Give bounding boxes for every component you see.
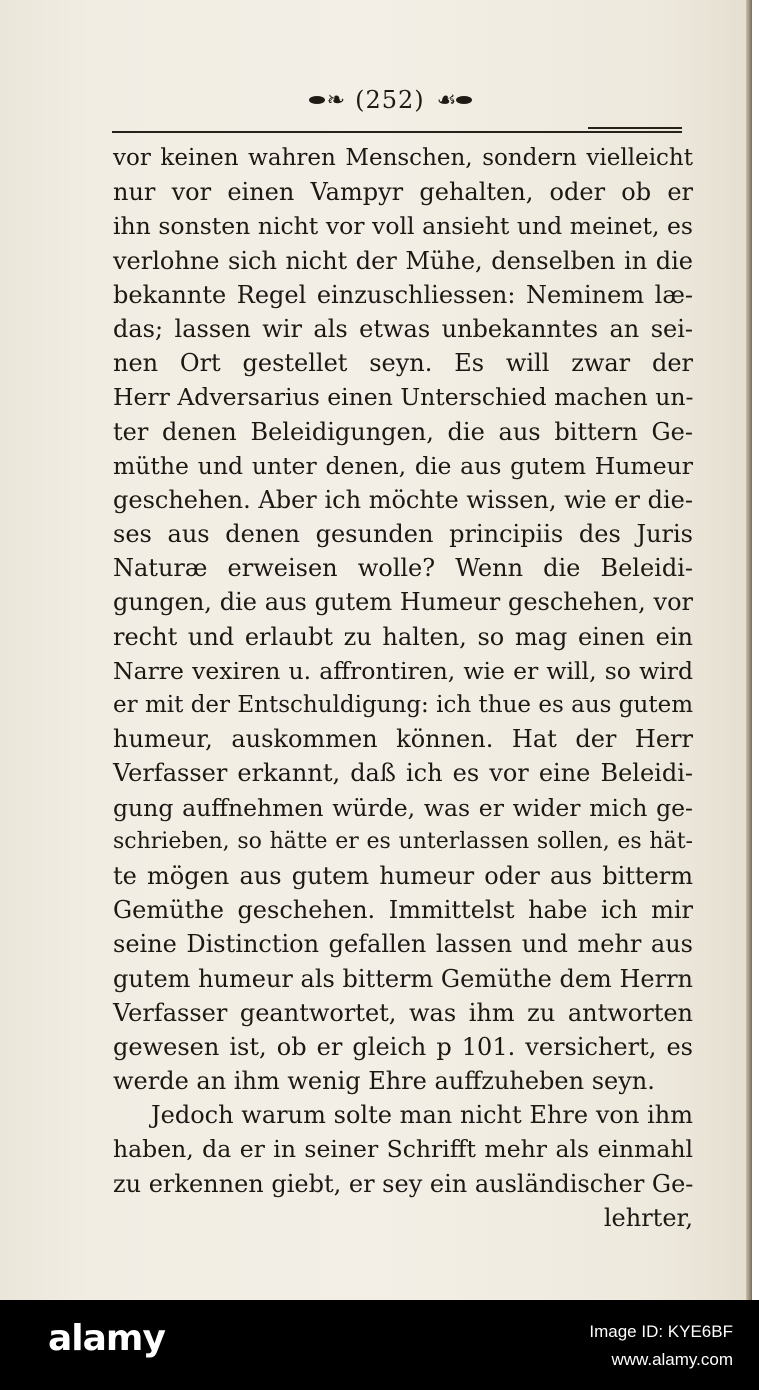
- catchword: lehrter,: [603, 1203, 693, 1232]
- watermark-footer: [0, 1300, 759, 1390]
- text-line: Jedoch warum solte man nicht Ehre von ihm: [151, 1101, 693, 1130]
- text-line: verlohne sich nicht der Mühe, denselben in die: [113, 246, 693, 275]
- page-edge: [746, 0, 752, 1300]
- image-id: Image ID: KYE6BF: [589, 1322, 733, 1341]
- text-line: gewesen ist, ob er gleich p 101. versichert, es: [113, 1032, 693, 1061]
- text-line: haben, da er in seiner Schrifft mehr als einmahl: [113, 1135, 693, 1164]
- body-text: [113, 141, 693, 1235]
- text-line: ses aus denen gesunden principiis des Juris: [113, 520, 693, 549]
- right-ornament-icon: ☙: [437, 88, 475, 113]
- text-line: vor keinen wahren Menschen, sondern vielleicht: [113, 145, 693, 171]
- text-line: recht und erlaubt zu halten, so mag einen ein: [113, 622, 693, 651]
- text-line: müthe und unter denen, die aus gutem Humeur: [113, 451, 693, 480]
- left-ornament-icon: ❧: [307, 88, 343, 113]
- page-header: [258, 82, 523, 118]
- text-line: Herr Adversarius einen Unterschied machen un-: [113, 383, 694, 412]
- text-line: gung auffnehmen würde, was er wider mich ge-: [113, 793, 693, 822]
- text-line: Gemüthe geschehen. Immittelst habe ich mir: [113, 896, 693, 925]
- alamy-logo: alamy: [48, 1318, 165, 1359]
- text-line: humeur, auskommen können. Hat der Herr: [113, 725, 693, 754]
- header-rule-accent: [588, 127, 682, 129]
- site-url: www.alamy.com: [611, 1350, 733, 1369]
- text-line: das; lassen wir als etwas unbekanntes an sei-: [113, 314, 693, 343]
- text-line: seine Distinction gefallen lassen und mehr aus: [113, 930, 693, 959]
- text-line: werde an ihm wenig Ehre auffzuheben seyn.: [113, 1067, 655, 1096]
- text-line: te mögen aus gutem humeur oder aus bitterm: [113, 861, 693, 890]
- text-line: ter denen Beleidigungen, die aus bittern Ge-: [113, 417, 693, 446]
- text-line: nen Ort gestellet seyn. Es will zwar der: [113, 349, 693, 378]
- text-line: gungen, die aus gutem Humeur geschehen, vor: [113, 588, 693, 617]
- text-line: schrieben, so hätte er es unterlassen sollen, es hät-: [113, 828, 693, 854]
- text-line: geschehen. Aber ich möchte wissen, wie er die-: [113, 485, 693, 514]
- text-line: Narre vexiren u. affrontiren, wie er will, so wird: [113, 656, 693, 685]
- text-line: nur vor einen Vampyr gehalten, oder ob er: [113, 178, 693, 207]
- text-line: zu erkennen giebt, er sey ein ausländischer Ge-: [113, 1169, 694, 1198]
- text-line: Naturæ erweisen wolle? Wenn die Beleidi-: [113, 554, 693, 583]
- text-line: ihn sonsten nicht vor voll ansieht und meinet, es: [113, 212, 693, 241]
- header-rule: [112, 131, 682, 133]
- text-line: er mit der Entschuldigung: ich thue es aus gutem: [113, 692, 693, 718]
- text-line: gutem humeur als bitterm Gemüthe dem Herrn: [113, 964, 693, 993]
- page-number: (252): [355, 86, 425, 114]
- text-line: Verfasser erkannt, daß ich es vor eine Beleidi-: [113, 759, 693, 788]
- text-line: Verfasser geantwortet, was ihm zu antworten: [113, 998, 693, 1027]
- text-line: bekannte Regel einzuschliessen: Neminem læ-: [113, 280, 693, 309]
